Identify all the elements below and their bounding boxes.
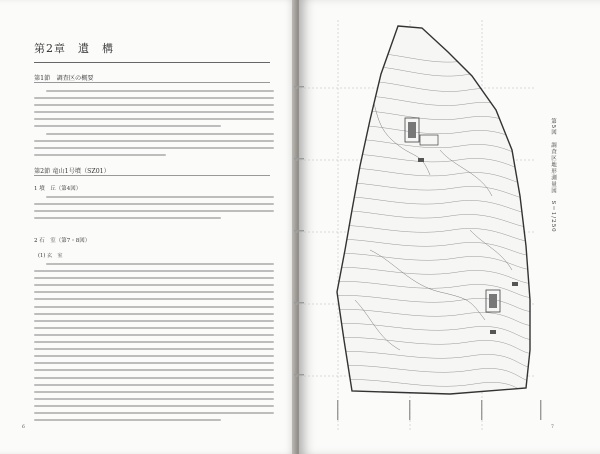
page-number-left: 6 (22, 425, 25, 430)
contour-lines (300, 20, 540, 400)
chapter-title: 第2章 遺 構 (34, 42, 114, 55)
figure-caption: 第5図 調査区地形測量図 S＝1/250 (550, 118, 556, 233)
subheading-stone-chamber: 2 石 室（第7・8図） (34, 238, 91, 244)
subheading-mound: 1 墳 丘（第4図） (34, 186, 82, 192)
section-heading-1: 第1節 調査区の概要 (34, 75, 94, 82)
section-heading-2: 第2節 竜山1号墳（SZ01） (34, 168, 110, 175)
subheading-burial-chamber: (1) 玄 室 (38, 253, 63, 259)
page-number-right: 7 (551, 425, 554, 430)
